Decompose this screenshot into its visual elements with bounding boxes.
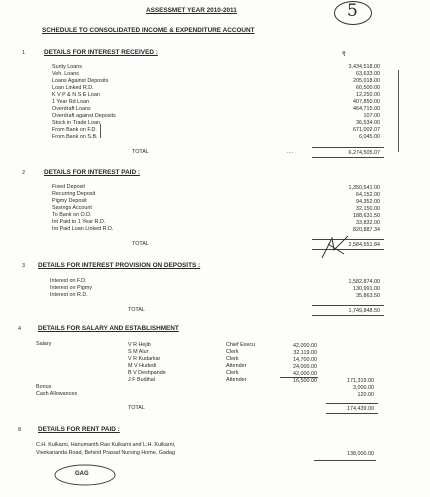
total-rule (312, 305, 384, 306)
salary-label: Salary (36, 341, 52, 347)
total-label: TOTAL (132, 241, 149, 247)
section-1-total: 6,274,505.07 (348, 150, 380, 156)
staff-amount: 24,000.00 (293, 364, 317, 370)
list-item-amount: 188,631.50 (353, 213, 380, 219)
list-item: Interest on F.D. (50, 278, 87, 284)
staff-role: Attender (226, 363, 247, 369)
staff-name: M V Hudedi (128, 363, 157, 369)
section-8-number: 8 (18, 427, 21, 433)
assessment-year: ASSESSMET YEAR 2010-2011 (146, 7, 237, 14)
section-1-number: 1 (22, 50, 25, 56)
schedule-title: SCHEDULE TO CONSOLIDATED INCOME & EXPENDITURE ACCOUNT (42, 27, 255, 34)
list-item: 1 Year Rd Loan (52, 99, 90, 105)
rent-address: Vivekananda Road, Behind Prasad Nursing Home, Gadag (36, 450, 175, 456)
list-item-amount: 33,832.00 (356, 220, 380, 226)
list-item: Int Paid Loan Linked R.D. (52, 226, 114, 232)
section-2-title: DETAILS FOR INTEREST PAID : (44, 169, 140, 176)
section-2-total: 2,584,551.84 (348, 242, 380, 248)
list-item-amount: 107.00 (363, 113, 380, 119)
list-item: Veh. Loans (52, 71, 79, 77)
total-rule (312, 147, 384, 148)
staff-name: S M Alur (128, 349, 149, 355)
staff-role: Chief Execu (226, 342, 256, 348)
section-3-number: 3 (22, 263, 25, 269)
total-dots: .... (287, 149, 293, 155)
total-rule (312, 315, 384, 316)
staff-name: J F Budihal (128, 377, 155, 383)
staff-amount: 32,119.00 (293, 350, 317, 356)
list-item: Surity Loans (52, 64, 82, 70)
staff-role: Attender (226, 377, 247, 383)
list-item-amount: 32,150.00 (356, 206, 380, 212)
list-item-amount: 120.00 (357, 392, 374, 398)
page-number: 5 (347, 1, 358, 21)
list-item: Int Paid to 1 Year R.D. (52, 219, 106, 225)
salary-total: 171,319.00 (347, 378, 374, 384)
staff-amount: 42,000.00 (293, 371, 317, 377)
staff-amount: 14,700.00 (293, 357, 317, 363)
handwritten-scribble (318, 232, 358, 262)
list-item-amount: 60,500.00 (356, 85, 380, 91)
list-item: Overdraft against Deposits (52, 113, 116, 119)
list-item-amount: 671,002.07 (353, 127, 380, 133)
list-item-amount: 3,000.00 (353, 385, 374, 391)
list-item-amount: 94,352.00 (356, 199, 380, 205)
staff-role: Clerk (226, 356, 239, 362)
list-item: From Bank on S.B. (52, 134, 98, 140)
list-item: Interest on Pigmy (50, 285, 92, 291)
list-item: Overdraft Loans (52, 106, 91, 112)
list-item: To Bank on O.D. (52, 212, 92, 218)
staff-name: V R Kudarkar (128, 356, 161, 362)
total-rule (314, 460, 376, 461)
section-1-title: DETAILS FOR INTEREST RECEIVED : (44, 49, 158, 56)
section-3-total: 1,749,848.50 (348, 308, 380, 314)
list-item-amount: 3,434,518.00 (348, 64, 380, 70)
list-item-amount: 12,250.00 (356, 92, 380, 98)
staff-role: Clerk (226, 349, 239, 355)
list-item: Recurring Deposit (52, 191, 96, 197)
staff-amount: 42,000.00 (293, 343, 317, 349)
handwritten-mark (100, 124, 101, 138)
list-item: Pigmy Deposit (52, 198, 87, 204)
total-label: TOTAL (128, 307, 145, 313)
list-item-amount: 64,152.00 (356, 192, 380, 198)
list-item: Interest on R.D. (50, 292, 88, 298)
list-item-amount: 36,534.00 (356, 120, 380, 126)
total-rule (326, 403, 378, 404)
list-item: Savings Account (52, 205, 92, 211)
staff-name: B V Deshpande (128, 370, 166, 376)
section-2-number: 2 (22, 170, 25, 176)
list-item: Loans Against Deposits (52, 78, 109, 84)
list-item: From Bank on F.D. (52, 127, 97, 133)
list-item: Cash Allowances (36, 391, 78, 397)
subtotal-rule (280, 377, 318, 378)
list-item: Bonus (36, 384, 52, 390)
section-4-number: 4 (18, 326, 21, 332)
currency-symbol: ₹ (342, 52, 346, 58)
rent-payee: C.H. Kulkarni, Hanumanth Rao Kulkarni and L.H. Kulkarni, (36, 442, 176, 448)
handwritten-mark (398, 70, 399, 152)
seal-text: GAG (75, 471, 89, 477)
total-label: TOTAL (132, 149, 149, 155)
total-rule (312, 157, 384, 158)
total-label: TOTAL (128, 405, 145, 411)
section-8-title: DETAILS FOR RENT PAID : (38, 426, 120, 433)
list-item-amount: 464,715.00 (353, 106, 380, 112)
list-item-amount: 35,863.50 (356, 293, 380, 299)
rent-amount: 138,000.00 (347, 451, 374, 457)
list-item: K V P & N S E Loan (52, 92, 100, 98)
list-item-amount: 63,633.00 (356, 71, 380, 77)
staff-role: Clerk (226, 370, 239, 376)
list-item-amount: 407,850.00 (353, 99, 380, 105)
staff-name: V R Hejib (128, 342, 151, 348)
staff-amount: 16,500.00 (293, 378, 317, 384)
section-4-title: DETAILS FOR SALARY AND ESTABLISHMENT (38, 325, 179, 332)
section-3-title: DETAILS FOR INTEREST PROVISION ON DEPOSITS : (38, 262, 201, 269)
list-item-amount: 1,582,874.00 (348, 279, 380, 285)
list-item-amount: 1,350,541.00 (348, 185, 380, 191)
list-item-amount: 130,991.00 (353, 286, 380, 292)
section-4-total: 174,439.00 (347, 406, 374, 412)
list-item: Stock in Trade Loan (52, 120, 100, 126)
list-item-amount: 205,018.00 (353, 78, 380, 84)
list-item-amount: 820,887.34 (353, 227, 380, 233)
list-item: Fixed Deposit (52, 184, 85, 190)
list-item: Loan Linked R.D. (52, 85, 94, 91)
list-item-amount: 6,045.00 (359, 134, 380, 140)
total-rule (326, 413, 378, 414)
